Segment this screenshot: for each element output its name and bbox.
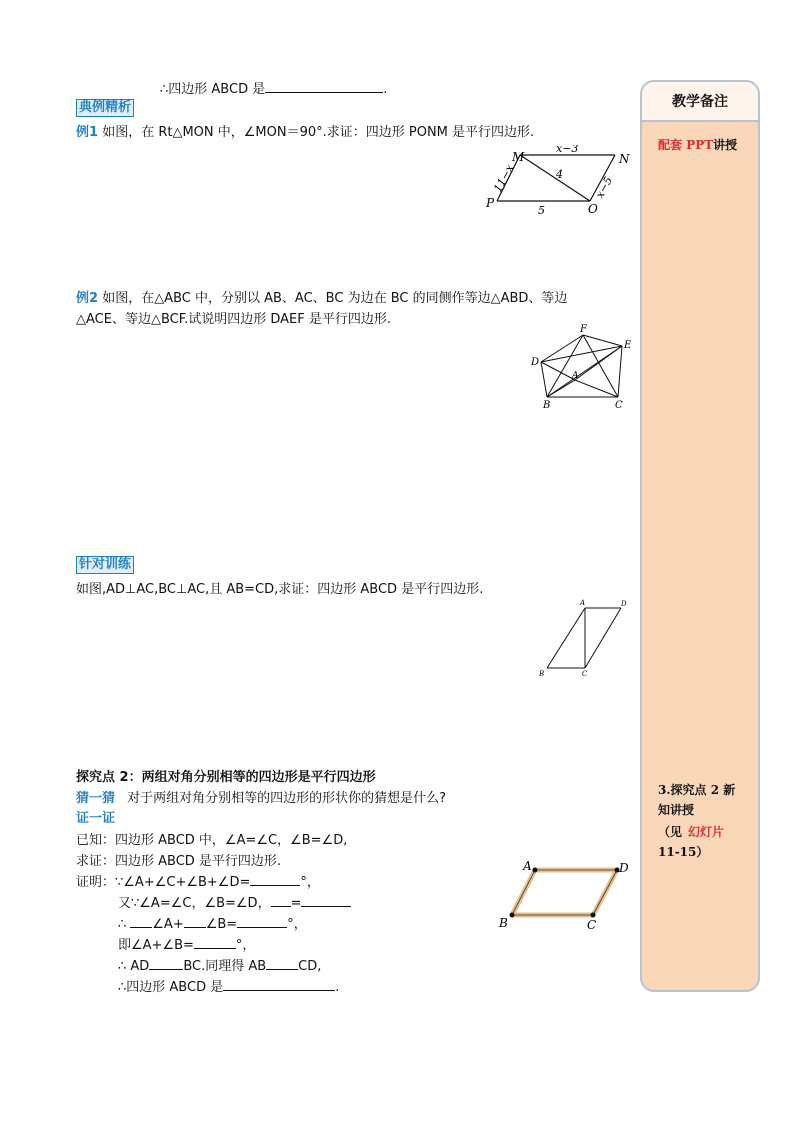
explore-note-range: 11-15） bbox=[658, 845, 709, 859]
ppt-note-red: 配套 PPT bbox=[658, 138, 714, 152]
fig1-label-N: N bbox=[619, 152, 630, 166]
example-2-text-1: 如图，在△ABC 中，分别以 AB、AC、BC 为边在 BC 的同侧作等边△ABD、等边 bbox=[102, 291, 568, 306]
proof-line-3-therefore: ∴ bbox=[118, 917, 127, 932]
proof-line-3-end: °， bbox=[287, 917, 307, 932]
fig1-bottom-length: 5 bbox=[538, 204, 545, 217]
example-1-figure bbox=[480, 145, 640, 220]
proof-line-5-c: CD, bbox=[298, 959, 322, 974]
proof-line-4-text: 即∠A+∠B= bbox=[118, 938, 194, 953]
explore-label-D: D bbox=[619, 861, 629, 875]
guess-line bbox=[76, 787, 446, 806]
practice-label-D: D bbox=[621, 600, 627, 608]
ppt-note-black: 讲授 bbox=[713, 138, 738, 152]
proof-line-6-period: . bbox=[335, 980, 340, 995]
teaching-notes-sidebar bbox=[640, 80, 760, 992]
practice-text: 如图,AD⊥AC,BC⊥AC,且 AB=CD,求证：四边形 ABCD 是平行四边形. bbox=[76, 582, 484, 597]
proof-line-1 bbox=[76, 871, 320, 890]
proof-blank-3c[interactable] bbox=[237, 915, 287, 928]
proof-line-5-a: ∴ AD bbox=[118, 959, 150, 974]
proof-line-2-text: 又∵∠A=∠C，∠B=∠D， bbox=[118, 896, 271, 911]
fig2-label-D: D bbox=[531, 357, 540, 368]
top-conclusion-text: ∴四边形 ABCD 是 bbox=[160, 82, 266, 97]
proof-line-1-end: °， bbox=[300, 875, 320, 890]
proof-line-6-text: ∴四边形 ABCD 是 bbox=[118, 980, 224, 995]
explore-note-red: 幻灯片 bbox=[688, 825, 725, 839]
practice-label-A: A bbox=[580, 599, 586, 607]
explore-label-A: A bbox=[523, 859, 532, 873]
example-2-figure bbox=[525, 320, 640, 415]
proof-line-2-eq: = bbox=[290, 896, 302, 911]
proof-line-6 bbox=[118, 976, 339, 995]
proof-line-4-end: °， bbox=[235, 938, 256, 953]
fig2-label-B: B bbox=[543, 400, 551, 411]
fig1-label-O: O bbox=[588, 202, 598, 216]
fig1-diagonal-length: 4 bbox=[556, 168, 563, 181]
prove-text: 求证：四边形 ABCD 是平行四边形. bbox=[76, 854, 282, 869]
proof-blank-3b[interactable] bbox=[184, 915, 206, 928]
proof-line-2 bbox=[118, 892, 351, 911]
top-conclusion-line: ∴四边形 ABCD 是 . bbox=[160, 82, 388, 97]
explore-note-line-3 bbox=[658, 822, 724, 842]
ppt-note bbox=[658, 135, 737, 155]
section-practice-tag: 针对训练 bbox=[76, 556, 134, 574]
guess-label: 猜一猜 bbox=[76, 791, 116, 806]
example-1 bbox=[76, 121, 534, 140]
explore-title: 探究点 2：两组对角分别相等的四边形是平行四边形 bbox=[76, 770, 376, 785]
explore-note-line-1: 3.探究点 2 新 bbox=[658, 783, 736, 797]
proof-line-3-b: ∠B= bbox=[205, 917, 238, 932]
explore-label-B: B bbox=[499, 916, 508, 930]
example-2-line-1 bbox=[76, 287, 567, 306]
sidebar-title: 教学备注 bbox=[642, 82, 758, 122]
explore-note-line-2: 知讲授 bbox=[658, 803, 695, 817]
example-1-text: 如图，在 Rt△MON 中，∠MON＝90°.求证：四边形 PONM 是平行四边形. bbox=[102, 125, 535, 140]
prove-label: 证一证 bbox=[76, 811, 116, 826]
proof-line-3-mid: ∠A+ bbox=[152, 917, 184, 932]
proof-line-5 bbox=[118, 955, 321, 974]
fig1-right-length: x−5 bbox=[593, 174, 616, 201]
proof-line-3 bbox=[118, 913, 307, 932]
answer-blank[interactable] bbox=[265, 80, 383, 93]
practice-label-C: C bbox=[582, 670, 588, 678]
explore-label-C: C bbox=[587, 918, 597, 932]
proof-line-4 bbox=[118, 934, 255, 953]
practice-label-B: B bbox=[539, 670, 545, 678]
practice-figure bbox=[535, 598, 635, 680]
proof-blank-1[interactable] bbox=[250, 873, 300, 886]
given-text: 已知：四边形 ABCD 中，∠A=∠C，∠B=∠D, bbox=[76, 833, 348, 848]
proof-blank-2a[interactable] bbox=[271, 894, 291, 907]
example-2-label: 例2 bbox=[76, 291, 99, 306]
proof-blank-6[interactable] bbox=[223, 978, 335, 991]
proof-blank-5b[interactable] bbox=[266, 957, 298, 970]
fig1-left-length: 11−x bbox=[491, 162, 517, 195]
proof-blank-4[interactable] bbox=[194, 936, 236, 949]
example-2-line-2: △ACE、等边△BCF.试说明四边形 DAEF 是平行四边形. bbox=[76, 312, 392, 327]
fig2-label-E: E bbox=[624, 340, 632, 351]
section-example-tag: 典例精析 bbox=[76, 99, 134, 117]
fig1-label-M: M bbox=[512, 150, 525, 164]
fig1-top-length: x−3 bbox=[556, 145, 579, 155]
proof-blank-5a[interactable] bbox=[149, 957, 183, 970]
fig2-label-F: F bbox=[580, 324, 587, 335]
fig1-label-P: P bbox=[486, 196, 495, 210]
explore-parallelogram-figure bbox=[495, 855, 640, 935]
example-1-label: 例1 bbox=[76, 125, 99, 140]
proof-blank-3a[interactable] bbox=[130, 915, 152, 928]
fig2-label-A: A bbox=[572, 371, 579, 381]
proof-line-1-text: 证明：∵∠A+∠C+∠B+∠D= bbox=[76, 875, 251, 890]
proof-blank-2b[interactable] bbox=[301, 894, 351, 907]
explore-note-open: （见 bbox=[658, 825, 683, 839]
fig2-label-C: C bbox=[615, 400, 623, 411]
proof-line-5-b: BC.同理得 AB bbox=[183, 959, 267, 974]
guess-text: 对于两组对角分别相等的四边形的形状你的猜想是什么? bbox=[127, 791, 447, 806]
